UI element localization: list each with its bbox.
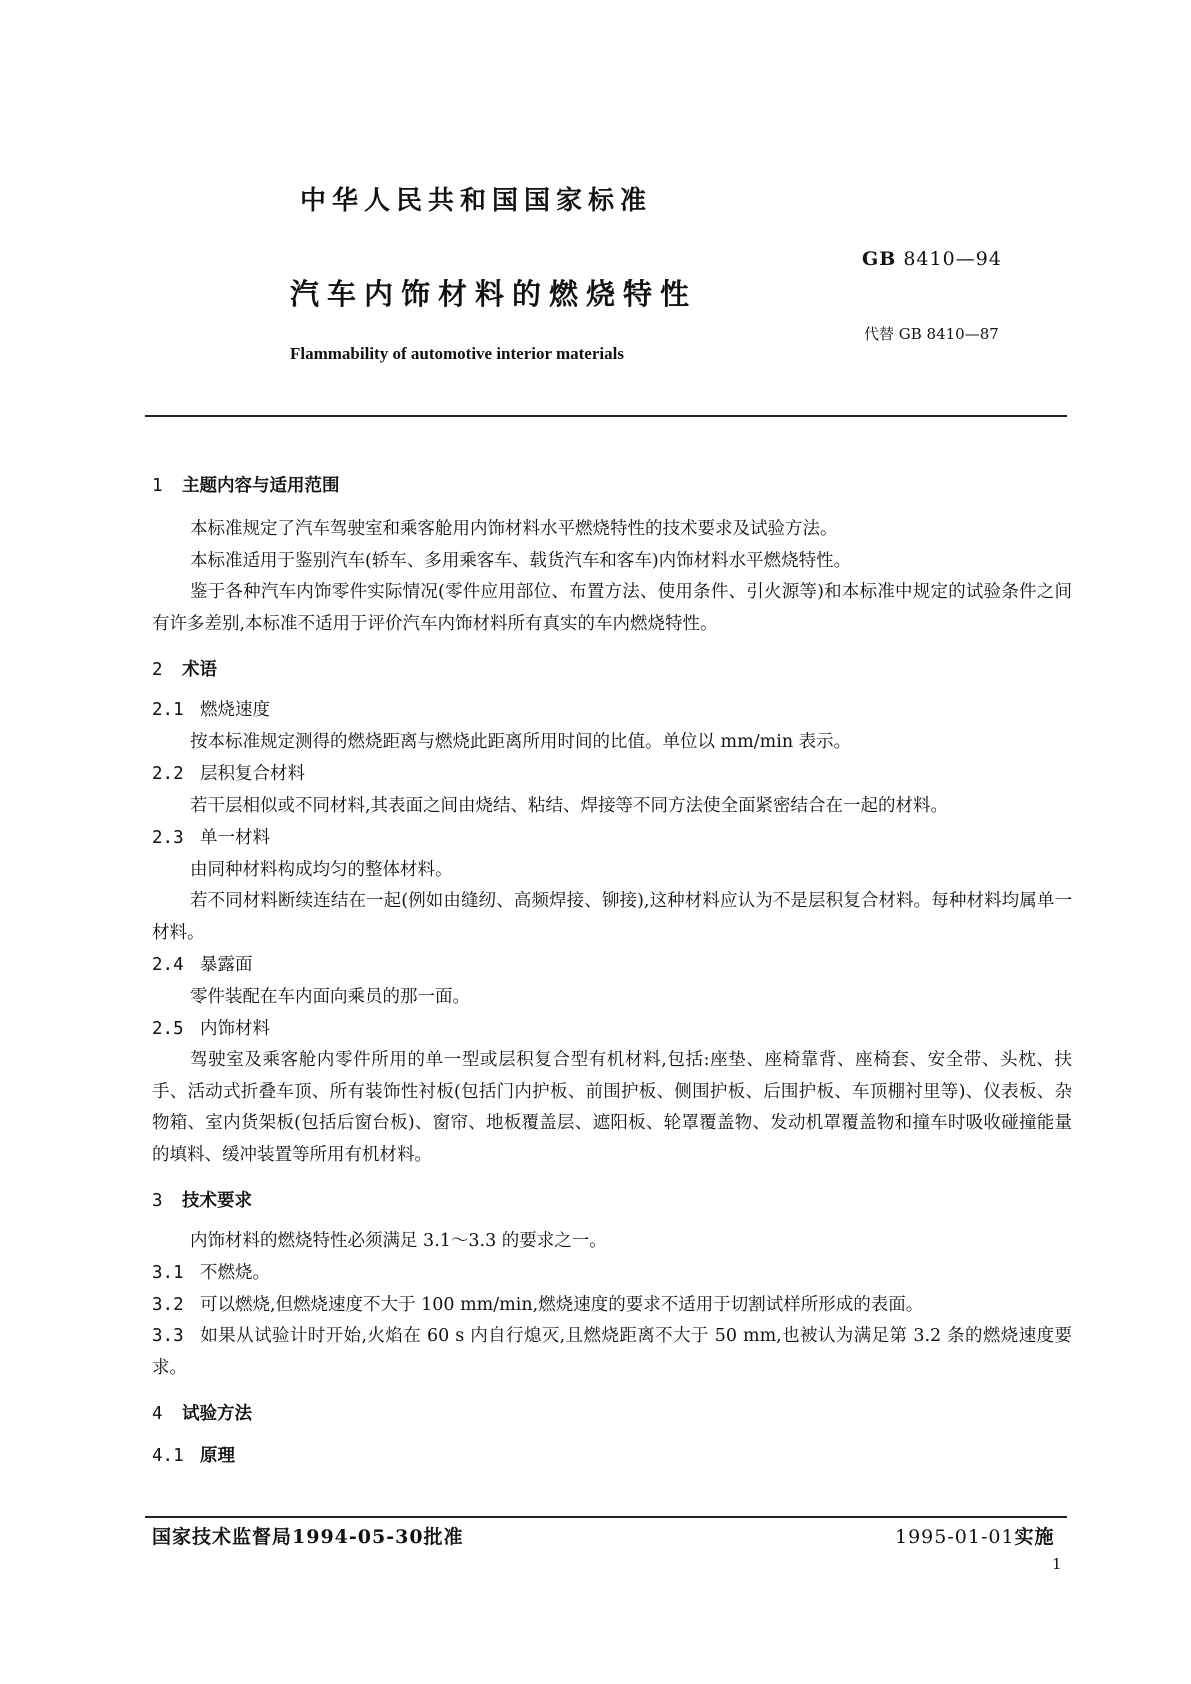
term-2-5-heading: 2.5 内饰材料 <box>152 1019 270 1039</box>
standard-code-prefix: GB <box>862 248 897 270</box>
section-4-1-heading: 4.1 原理 <box>152 1446 235 1466</box>
term-2-4-definition: 零件装配在车内面向乘员的那一面。 <box>190 987 470 1007</box>
term-2-5-definition: 驾驶室及乘客舱内零件所用的单一型或层积复合型有机材料,包括:座垫、座椅靠背、座椅套、安全带、头枕、扶手、活动式折叠车顶、所有装饰性衬板(包括门内护板、前围护板、侧围护板、后围护板、车顶棚衬里等)、仪表板、杂物箱、室内货架板(包括后窗台板)、窗帘、地板覆盖层、遮阳板、轮罩覆盖物、发动机罩覆盖物和撞车时吸收碰撞能量的填料、缓冲装置等所用有机材料。 <box>152 1050 1072 1165</box>
national-standard-heading: 中华人民共和国国家标准 <box>300 186 653 216</box>
term-2-4-heading: 2.4 暴露面 <box>152 955 253 975</box>
effective-label: 实施 <box>1014 1526 1055 1548</box>
effective-date: 1995-01-01 <box>895 1526 1015 1548</box>
term-2-2-definition: 若干层相似或不同材料,其表面之间由烧结、粘结、焊接等不同方法使全面紧密结合在一起的材料。 <box>190 796 949 816</box>
section-1-heading: 1 主题内容与适用范围 <box>152 476 340 496</box>
requirement-3-1: 3.1 不燃烧。 <box>152 1263 270 1283</box>
section-1-paragraph: 鉴于各种汽车内饰零件实际情况(零件应用部位、布置方法、使用条件、引火源等)和本标准中规定的试验条件之间有许多差别,本标准不适用于评价汽车内饰材料所有真实的车内燃烧特性。 <box>152 582 1072 634</box>
header-divider <box>145 415 1067 417</box>
section-2-heading: 2 术语 <box>152 660 217 680</box>
section-1-paragraph: 本标准适用于鉴别汽车(轿车、多用乘客车、载货汽车和客车)内饰材料水平燃烧特性。 <box>190 550 852 571</box>
document-title-en: Flammability of automotive interior materials <box>290 344 624 363</box>
term-2-2-heading: 2.2 层积复合材料 <box>152 764 305 784</box>
term-2-1-definition: 按本标准规定测得的燃烧距离与燃烧此距离所用时间的比值。单位以 mm/min 表示。 <box>190 732 852 752</box>
term-2-3-note: 若不同材料断续连结在一起(例如由缝纫、高频焊接、铆接),这种材料应认为不是层积复合材料。每种材料均属单一材料。 <box>152 891 1072 943</box>
document-title-cn: 汽车内饰材料的燃烧特性 <box>290 277 698 311</box>
section-4-heading: 4 试验方法 <box>152 1404 252 1424</box>
term-2-3-definition: 由同种材料构成均匀的整体材料。 <box>190 860 453 880</box>
replaces-note: 代替 GB 8410—87 <box>864 325 999 343</box>
requirement-3-3: 3.3 如果从试验计时开始,火焰在 60 s 内自行熄灭,且燃烧距离不大于 50 mm,也被认为满足第 3.2 条的燃烧速度要求。 <box>152 1326 1072 1378</box>
footer-divider <box>145 1516 1067 1518</box>
section-3-heading: 3 技术要求 <box>152 1191 252 1211</box>
approval-line: 国家技术监督局1994-05-30批准 <box>152 1526 464 1548</box>
requirement-3-2: 3.2 可以燃烧,但燃烧速度不大于 100 mm/min,燃烧速度的要求不适用于切割试样所形成的表面。 <box>152 1295 924 1315</box>
section-1-paragraph: 本标准规定了汽车驾驶室和乘客舱用内饰材料水平燃烧特性的技术要求及试验方法。 <box>190 519 838 539</box>
standard-code-number: 8410—94 <box>903 248 1002 270</box>
standard-code <box>862 248 1002 270</box>
term-2-1-heading: 2.1 燃烧速度 <box>152 700 270 720</box>
page-number: 1 <box>1052 1555 1062 1573</box>
section-3-intro: 内饰材料的燃烧特性必须满足 3.1～3.3 的要求之一。 <box>190 1231 607 1251</box>
document-body <box>152 470 1072 1472</box>
effective-line <box>895 1522 1055 1549</box>
term-2-3-heading: 2.3 单一材料 <box>152 828 270 848</box>
